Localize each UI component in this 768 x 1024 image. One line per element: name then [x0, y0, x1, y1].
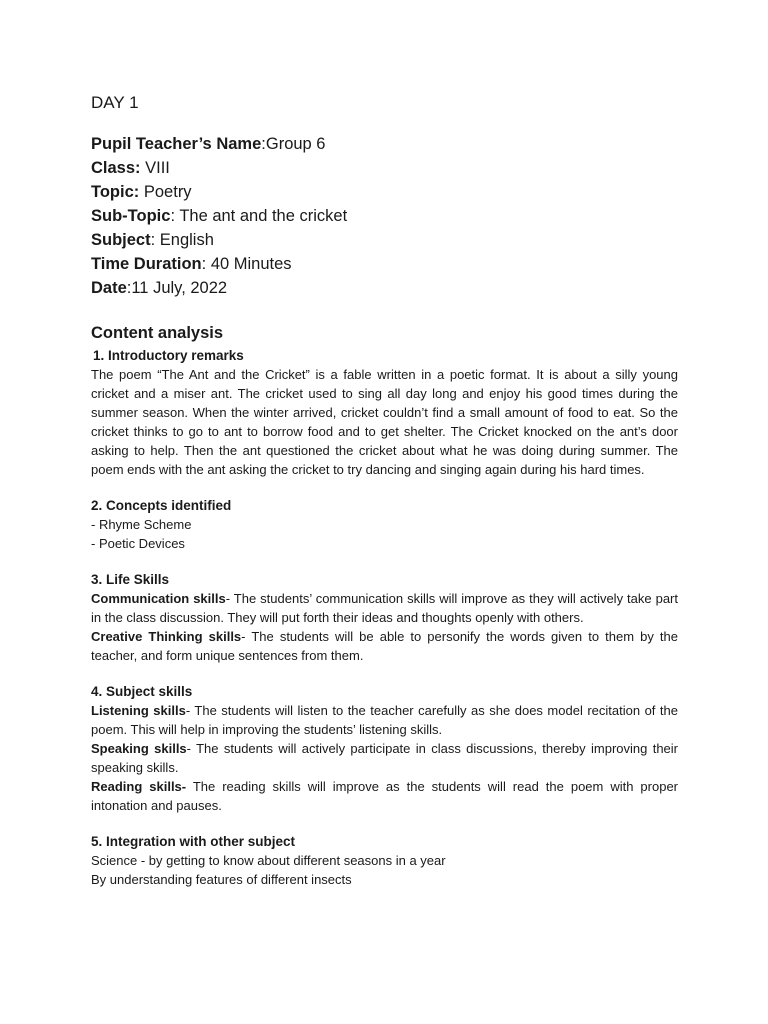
meta-value: 11 July, 2022: [131, 279, 228, 297]
document-page: [91, 92, 678, 889]
subject-skill-speaking: [91, 739, 678, 777]
integration-text: - by getting to know about different seasons in a year: [137, 853, 446, 868]
meta-sep: :: [261, 135, 266, 153]
meta-value: The ant and the cricket: [179, 207, 348, 225]
concepts-heading: 2. Concepts identified: [91, 498, 232, 513]
life-skill-communication: [91, 589, 678, 627]
meta-date: [91, 276, 678, 300]
meta-time-duration: [91, 252, 678, 276]
subject-skill-reading: [91, 777, 678, 815]
meta-key: Topic:: [91, 183, 140, 201]
skill-term: Creative Thinking skills: [91, 629, 242, 644]
integration-science: [91, 851, 678, 870]
concepts-section: [91, 496, 678, 553]
introductory-remarks-text: The poem “The Ant and the Cricket” is a fable written in a poetic format. It is about a silly young cricket and a miser ant. The cricket used to sing all day long and enjoy his good times during the summer season. When the winter arrived, cricket couldn’t find a small amount of food to eat. So the cricket thinks to go to ant to borrow food and to get shelter. The Cricket knocked on the ant’s door asking to help. Then the ant questioned the cricket about what he was doing during summer. The poem ends with the ant asking the cricket to try dancing and singing again during his hard times.: [91, 367, 678, 477]
introductory-remarks-section: [91, 346, 678, 479]
skill-text: - The students’ communication skills will improve as they will actively take part in the class discussion. They will put forth their ideas and thoughts openly with others.: [91, 591, 678, 625]
meta-teacher-name: [91, 132, 678, 156]
subject-skills-heading: 4. Subject skills: [91, 684, 193, 699]
meta-sub-topic: [91, 204, 678, 228]
integration-heading: 5. Integration with other subject: [91, 834, 296, 849]
introductory-remarks-heading: 1. Introductory remarks: [93, 348, 244, 363]
integration-extra-line: By understanding features of different insects: [91, 872, 352, 887]
skill-text: The reading skills will improve as the students will read the poem with proper intonation and pauses.: [91, 779, 678, 813]
meta-subject: [91, 228, 678, 252]
subject-skills-section: [91, 682, 678, 815]
meta-class: [91, 156, 678, 180]
meta-value: English: [159, 231, 214, 249]
meta-sep: :: [170, 207, 180, 225]
skill-text: - The students will listen to the teacher carefully as she does model recitation of the poem. This will help in improving the students’ listening skills.: [91, 703, 678, 737]
meta-sep: :: [126, 279, 132, 297]
meta-sep: :: [201, 255, 211, 273]
meta-key: Date: [91, 279, 127, 297]
meta-key: Sub-Topic: [91, 207, 171, 225]
meta-value: VIII: [145, 159, 170, 177]
integration-term: Science: [91, 853, 138, 868]
concept-item: - Rhyme Scheme: [91, 517, 192, 532]
skill-term: Reading skills-: [91, 779, 187, 794]
life-skill-creative-thinking: [91, 627, 678, 665]
subject-skill-listening: [91, 701, 678, 739]
skill-text: - The students will be able to personify the words given to them by the teacher, and form unique sentences from them.: [91, 629, 678, 663]
life-skills-section: [91, 570, 678, 665]
meta-key: Class:: [91, 159, 141, 177]
day-title: DAY 1: [91, 93, 139, 112]
meta-value: Group 6: [265, 135, 326, 153]
concept-item: - Poetic Devices: [91, 536, 185, 551]
skill-text: - The students will actively participate in class discussions, thereby improving their speaking skills.: [91, 741, 678, 775]
meta-sep: :: [150, 231, 160, 249]
meta-value: 40 Minutes: [210, 255, 292, 273]
skill-term: Listening skills: [91, 703, 186, 718]
integration-section: [91, 832, 678, 889]
content-analysis-heading: Content analysis: [91, 324, 224, 342]
life-skills-heading: 3. Life Skills: [91, 572, 170, 587]
meta-key: Time Duration: [91, 255, 202, 273]
skill-term: Communication skills: [91, 591, 226, 606]
skill-term: Speaking skills: [91, 741, 187, 756]
meta-value: Poetry: [143, 183, 192, 201]
meta-topic: [91, 180, 678, 204]
meta-key: Subject: [91, 231, 151, 249]
lesson-meta: [91, 132, 678, 300]
meta-key: Pupil Teacher’s Name: [91, 135, 262, 153]
